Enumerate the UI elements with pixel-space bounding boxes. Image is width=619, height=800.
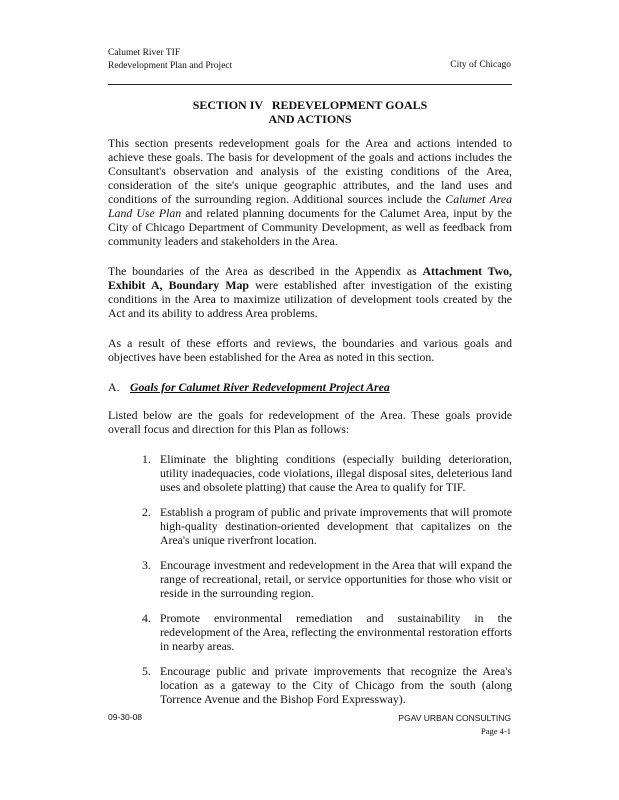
- item-text: Encourage public and private improvements that recognize the Area's location as a gateway to the City of Chicago from the south (along Torrence Avenue and the Bishop Ford Expressway).: [160, 664, 512, 706]
- title-line-2: AND ACTIONS: [268, 112, 352, 126]
- paragraph-result: As a result of these efforts and reviews, the boundaries and various goals and objectives have been established for the Area as noted in this section.: [108, 336, 512, 364]
- section-a-heading: [108, 380, 512, 394]
- footer-company: PGAV URBAN CONSULTING: [398, 713, 511, 723]
- goals-list: [108, 452, 512, 706]
- item-text: Establish a program of public and private improvements that will promote high-quality destination-oriented development that capitalizes on the Area's unique riverfront location.: [160, 505, 512, 547]
- item-number: 1.: [142, 452, 151, 466]
- goals-intro: Listed below are the goals for redevelopment of the Area. These goals provide overall focus and direction for this Plan as follows:: [108, 408, 512, 436]
- item-text: Promote environmental remediation and sustainability in the redevelopment of the Area, reflecting the environmental restoration efforts in nearby areas.: [160, 611, 512, 653]
- header-city: City of Chicago: [450, 60, 511, 70]
- plan-title: Calumet Area Land Use Plan: [108, 192, 512, 220]
- title-line-1: SECTION IV REDEVELOPMENT GOALS: [192, 98, 428, 112]
- item-number: 5.: [142, 664, 151, 678]
- list-item: [108, 558, 512, 600]
- item-text: Eliminate the blighting conditions (especially building deterioration, utility inadequacies, code violations, illegal disposal sites, deleterious land uses and obsolete platting) that cause the Area to qualify for TIF.: [160, 452, 512, 494]
- paragraph-boundaries: [108, 264, 512, 320]
- text: were established after investigation of the existing conditions in the Area to maximize utilization of development tools created by the Act and its ability to address Area problems.: [108, 278, 512, 320]
- header-document-name: Calumet River TIF: [108, 48, 181, 58]
- list-item: [108, 452, 512, 494]
- header-rule: [108, 84, 512, 85]
- list-item: [108, 505, 512, 547]
- page-title: [108, 98, 512, 126]
- item-text: Encourage investment and redevelopment in the Area that will expand the range of recreational, retail, or service opportunities for those who visit or reside in the surrounding region.: [160, 558, 512, 600]
- header-document-subtitle: Redevelopment Plan and Project: [108, 61, 233, 71]
- document-body: [108, 136, 512, 717]
- paragraph-intro: [108, 136, 512, 248]
- page-number: Page 4-1: [481, 726, 511, 736]
- section-label: A.: [108, 380, 120, 394]
- footer-date: 09-30-08: [108, 712, 143, 722]
- running-footer: [398, 712, 511, 738]
- running-header: [108, 47, 232, 73]
- text: and related planning documents for the Calumet Area, input by the City of Chicago Department of Community Development, as well as feedback from community leaders and stakeholders in the Area.: [108, 206, 512, 248]
- text: This section presents redevelopment goals for the Area and actions intended to achieve these goals. The basis for development of the goals and actions includes the Consultant's observation and analysis of the existing conditions of the Area, consideration of the site's unique geographic attributes, and the land uses and conditions of the surrounding region. Additional sources include the: [108, 136, 512, 206]
- section-title: Goals for Calumet River Redevelopment Project Area: [130, 380, 390, 394]
- list-item: [108, 611, 512, 653]
- item-number: 3.: [142, 558, 151, 572]
- text: The boundaries of the Area as described in the Appendix as: [108, 264, 423, 278]
- item-number: 4.: [142, 611, 151, 625]
- list-item: [108, 664, 512, 706]
- attachment-reference: Attachment Two, Exhibit A, Boundary Map: [108, 264, 512, 292]
- item-number: 2.: [142, 505, 151, 519]
